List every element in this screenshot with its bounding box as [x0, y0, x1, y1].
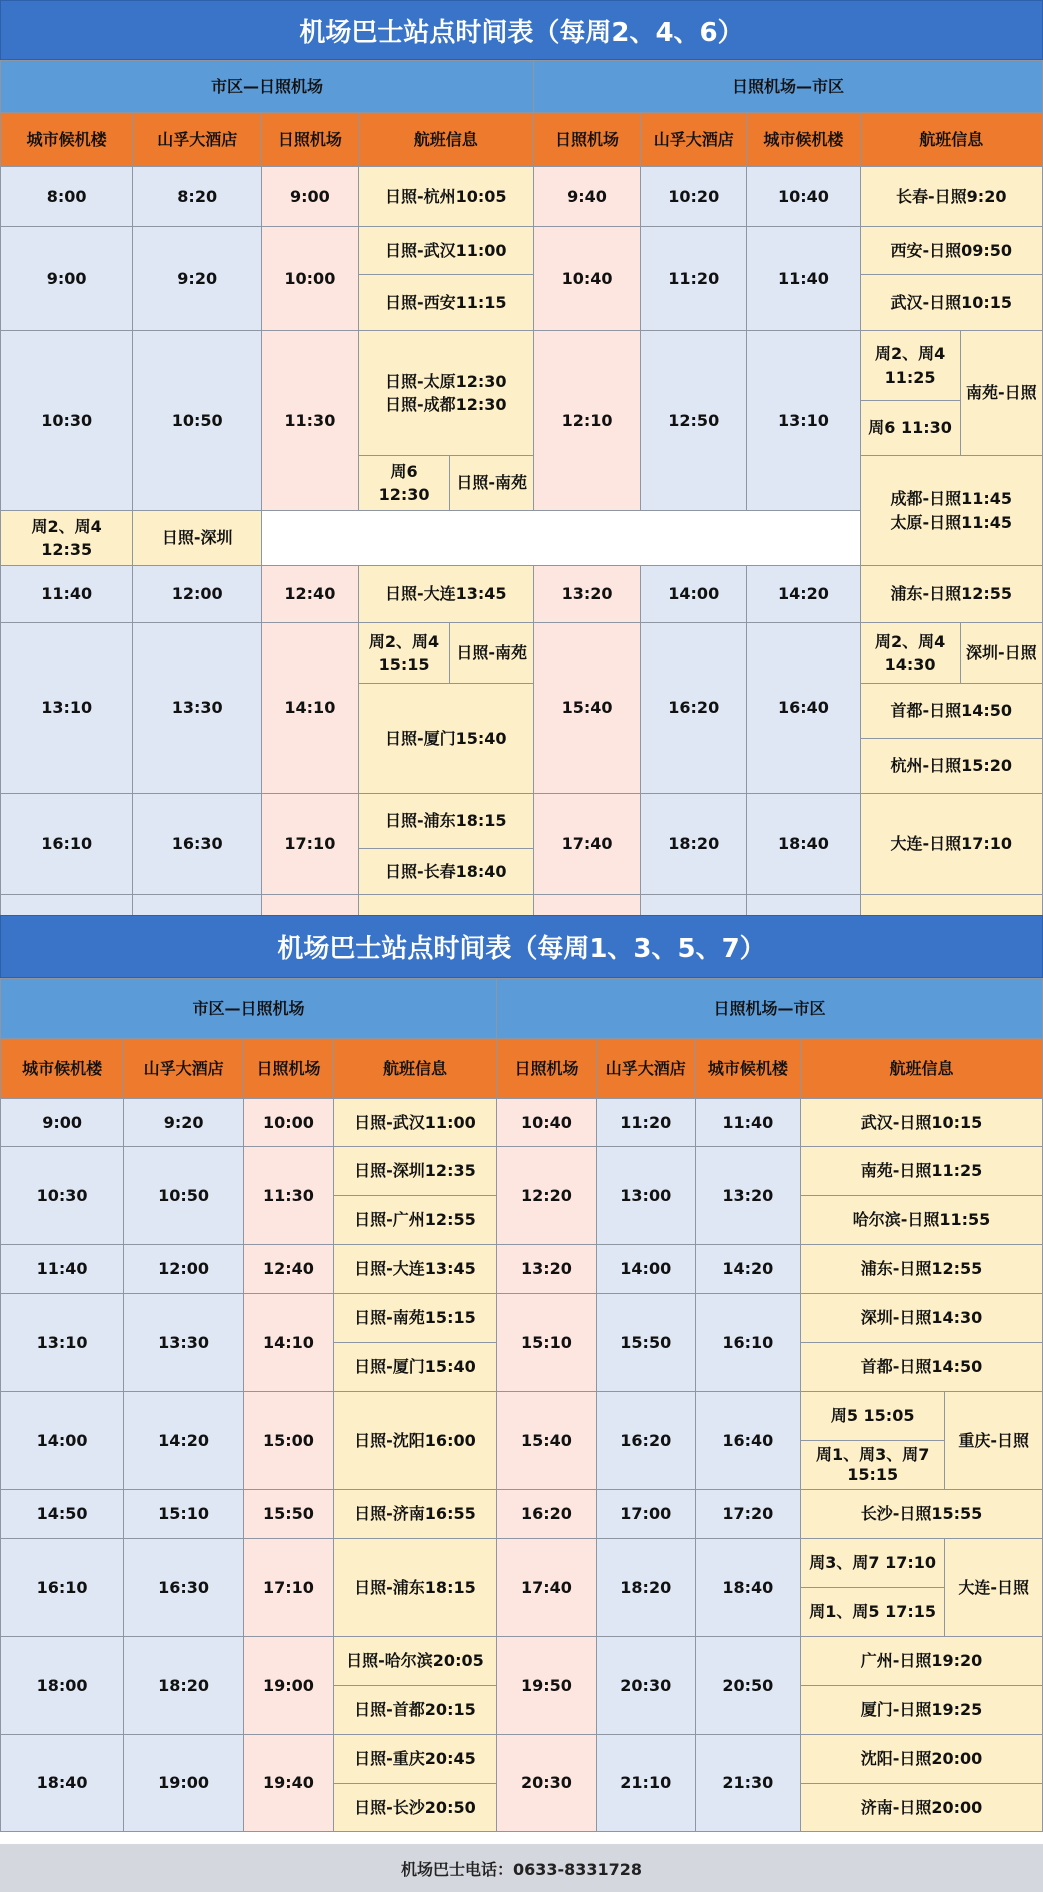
time-cell: 18:00 [1, 1637, 124, 1735]
flight-cell: 西安-日照09:50 [860, 227, 1042, 275]
flight-cell: 日照-浦东18:15 [358, 794, 533, 849]
time-cell: 16:40 [695, 1392, 800, 1490]
time-cell: 15:40 [497, 1392, 597, 1490]
flight-cell: 广州-日照19:20 [801, 1637, 1043, 1686]
time-cell: 10:20 [641, 167, 747, 227]
time-cell: 10:40 [533, 227, 640, 331]
time-cell: 13:10 [1, 1294, 124, 1392]
time-cell: 18:20 [596, 1539, 695, 1637]
column-header: 日照机场 [244, 1039, 334, 1099]
time-cell: 19:50 [497, 1637, 597, 1735]
column-header: 航班信息 [860, 113, 1042, 167]
flight-cell: 长春-日照9:20 [860, 167, 1042, 227]
time-cell: 18:40 [695, 1539, 800, 1637]
time-cell: 13:00 [596, 1147, 695, 1245]
flight-cell: 日照-哈尔滨20:05 [333, 1637, 496, 1686]
flight-cell: 南苑-日照11:25 [801, 1147, 1043, 1196]
time-cell: 9:40 [533, 167, 640, 227]
direction-header-to-city: 日照机场—市区 [533, 61, 1042, 113]
timetable-section-1 [0, 60, 1043, 954]
flight-cell: 沈阳-日照20:00 [801, 1735, 1043, 1784]
time-cell: 18:20 [641, 794, 747, 895]
flight-cell: 首都-日照14:50 [860, 684, 1042, 739]
flight-cell: 日照-南苑15:15 [333, 1294, 496, 1343]
flight-cell: 日照-西安11:15 [358, 275, 533, 331]
table-row [1, 1490, 1043, 1539]
time-cell: 14:00 [596, 1245, 695, 1294]
flight-cell: 日照-武汉11:00 [333, 1099, 496, 1147]
flight-day-cell: 周1、周3、周7 15:15 [801, 1441, 945, 1490]
column-header: 山孚大酒店 [596, 1039, 695, 1099]
time-cell: 11:40 [1, 1245, 124, 1294]
table-row [1, 623, 1043, 684]
column-header: 城市候机楼 [747, 113, 860, 167]
flight-day-cell: 周5 15:05 [801, 1392, 945, 1441]
flight-cell: 日照-沈阳16:00 [333, 1392, 496, 1490]
time-cell: 9:20 [124, 1099, 244, 1147]
time-cell: 13:10 [1, 623, 133, 794]
time-cell: 20:50 [695, 1637, 800, 1735]
time-cell: 12:10 [533, 331, 640, 511]
time-cell: 11:20 [596, 1099, 695, 1147]
column-header: 航班信息 [333, 1039, 496, 1099]
direction-header-to-airport: 市区—日照机场 [1, 979, 497, 1039]
time-cell: 10:40 [747, 167, 860, 227]
time-cell: 18:40 [747, 794, 860, 895]
time-cell: 14:20 [695, 1245, 800, 1294]
time-cell: 21:10 [596, 1735, 695, 1832]
time-cell: 11:20 [641, 227, 747, 331]
time-cell: 12:40 [262, 566, 359, 623]
time-cell: 10:40 [497, 1099, 597, 1147]
column-header: 山孚大酒店 [133, 113, 262, 167]
flight-cell: 浦东-日照12:55 [801, 1245, 1043, 1294]
time-cell: 11:30 [262, 331, 359, 511]
table-row [1, 1294, 1043, 1343]
time-cell: 16:20 [641, 623, 747, 794]
time-cell: 16:40 [747, 623, 860, 794]
time-cell: 15:40 [533, 623, 640, 794]
direction-header-to-city: 日照机场—市区 [497, 979, 1043, 1039]
flight-day-cell: 周2、周4 12:35 [1, 511, 133, 566]
flight-day-cell: 周3、周7 17:10 [801, 1539, 945, 1588]
column-header: 日照机场 [262, 113, 359, 167]
flight-cell: 日照-济南16:55 [333, 1490, 496, 1539]
flight-cell: 日照-武汉11:00 [358, 227, 533, 275]
flight-day-cell: 周6 11:30 [860, 401, 960, 456]
column-header: 航班信息 [801, 1039, 1043, 1099]
flight-cell: 哈尔滨-日照11:55 [801, 1196, 1043, 1245]
phone-footer: 机场巴士电话：0633-8331728 [0, 1844, 1043, 1892]
flight-cell: 杭州-日照15:20 [860, 739, 1042, 794]
flight-cell: 日照-首都20:15 [333, 1686, 496, 1735]
flight-cell: 日照-重庆20:45 [333, 1735, 496, 1784]
time-cell: 9:00 [262, 167, 359, 227]
flight-cell: 日照-厦门15:40 [333, 1343, 496, 1392]
time-cell: 15:10 [124, 1490, 244, 1539]
time-cell: 12:00 [124, 1245, 244, 1294]
flight-cell: 日照-长春18:40 [358, 849, 533, 895]
column-header: 城市候机楼 [695, 1039, 800, 1099]
flight-cell: 厦门-日照19:25 [801, 1686, 1043, 1735]
time-cell: 8:20 [133, 167, 262, 227]
time-cell: 16:10 [1, 794, 133, 895]
flight-route-cell: 日照-南苑 [450, 456, 533, 511]
table-row [1, 566, 1043, 623]
time-cell: 13:20 [695, 1147, 800, 1245]
flight-cell: 日照-大连13:45 [358, 566, 533, 623]
column-header: 城市候机楼 [1, 1039, 124, 1099]
time-cell: 17:10 [262, 794, 359, 895]
flight-cell: 日照-深圳12:35 [333, 1147, 496, 1196]
time-cell: 10:50 [124, 1147, 244, 1245]
flight-cell: 浦东-日照12:55 [860, 566, 1042, 623]
column-header: 日照机场 [533, 113, 640, 167]
table-row [1, 1637, 1043, 1686]
time-cell: 17:10 [244, 1539, 334, 1637]
table-row [1, 1392, 1043, 1441]
time-cell: 14:10 [244, 1294, 334, 1392]
time-cell: 11:30 [244, 1147, 334, 1245]
flight-cell: 日照-大连13:45 [333, 1245, 496, 1294]
flight-cell: 深圳-日照14:30 [801, 1294, 1043, 1343]
time-cell: 9:00 [1, 1099, 124, 1147]
time-cell: 18:40 [1, 1735, 124, 1832]
flight-day-cell: 周2、周4 14:30 [860, 623, 960, 684]
flight-route-cell: 深圳-日照 [960, 623, 1042, 684]
time-cell: 8:00 [1, 167, 133, 227]
time-cell: 9:00 [1, 227, 133, 331]
flight-route-cell: 日照-南苑 [450, 623, 533, 684]
flight-day-cell: 周1、周5 17:15 [801, 1588, 945, 1637]
time-cell: 13:20 [533, 566, 640, 623]
time-cell: 13:20 [497, 1245, 597, 1294]
flight-route-cell: 日照-深圳 [133, 511, 262, 566]
flight-cell: 日照-长沙20:50 [333, 1784, 496, 1832]
flight-route-cell: 重庆-日照 [945, 1392, 1043, 1490]
section-title: 机场巴士站点时间表（每周2、4、6） [0, 0, 1043, 60]
time-cell: 16:20 [596, 1392, 695, 1490]
flight-cell: 日照-杭州10:05 [358, 167, 533, 227]
table-row [1, 227, 1043, 275]
time-cell: 16:10 [695, 1294, 800, 1392]
time-cell: 15:50 [244, 1490, 334, 1539]
time-cell: 18:20 [124, 1637, 244, 1735]
time-cell: 11:40 [747, 227, 860, 331]
time-cell: 19:40 [244, 1735, 334, 1832]
flight-day-cell: 周2、周4 11:25 [860, 331, 960, 401]
direction-header-to-airport: 市区—日照机场 [1, 61, 534, 113]
column-header: 城市候机楼 [1, 113, 133, 167]
time-cell: 14:20 [124, 1392, 244, 1490]
flight-day-cell: 周6 12:30 [358, 456, 450, 511]
flight-day-cell: 周2、周4 15:15 [358, 623, 450, 684]
time-cell: 20:30 [497, 1735, 597, 1832]
table-row [1, 794, 1043, 849]
column-header: 日照机场 [497, 1039, 597, 1099]
time-cell: 11:40 [695, 1099, 800, 1147]
time-cell: 10:30 [1, 1147, 124, 1245]
column-header: 山孚大酒店 [641, 113, 747, 167]
time-cell: 13:30 [124, 1294, 244, 1392]
time-cell: 19:00 [244, 1637, 334, 1735]
time-cell: 12:40 [244, 1245, 334, 1294]
table-row [1, 1147, 1043, 1196]
time-cell: 13:10 [747, 331, 860, 511]
flight-cell: 长沙-日照15:55 [801, 1490, 1043, 1539]
time-cell: 17:20 [695, 1490, 800, 1539]
time-cell: 10:30 [1, 331, 133, 511]
flight-route-cell: 大连-日照 [945, 1539, 1043, 1637]
time-cell: 17:00 [596, 1490, 695, 1539]
time-cell: 12:50 [641, 331, 747, 511]
time-cell: 16:10 [1, 1539, 124, 1637]
time-cell: 16:30 [133, 794, 262, 895]
time-cell: 12:00 [133, 566, 262, 623]
timetable-section-2 [0, 978, 1043, 1832]
time-cell: 10:50 [133, 331, 262, 511]
column-header: 山孚大酒店 [124, 1039, 244, 1099]
flight-route-cell: 南苑-日照 [960, 331, 1042, 456]
time-cell: 14:20 [747, 566, 860, 623]
time-cell: 19:00 [124, 1735, 244, 1832]
time-cell: 15:00 [244, 1392, 334, 1490]
flight-cell: 首都-日照14:50 [801, 1343, 1043, 1392]
flight-cell: 日照-厦门15:40 [358, 684, 533, 794]
time-cell: 16:20 [497, 1490, 597, 1539]
flight-cell: 大连-日照17:10 [860, 794, 1042, 895]
flight-cell: 日照-浦东18:15 [333, 1539, 496, 1637]
time-cell: 20:30 [596, 1637, 695, 1735]
time-cell: 17:40 [533, 794, 640, 895]
time-cell: 11:40 [1, 566, 133, 623]
time-cell: 14:10 [262, 623, 359, 794]
time-cell: 10:00 [262, 227, 359, 331]
table-row [1, 1245, 1043, 1294]
flight-cell: 日照-太原12:30 日照-成都12:30 [358, 331, 533, 456]
flight-cell: 成都-日照11:45 太原-日照11:45 [860, 456, 1042, 566]
time-cell: 9:20 [133, 227, 262, 331]
table-row [1, 1539, 1043, 1588]
time-cell: 21:30 [695, 1735, 800, 1832]
time-cell: 16:30 [124, 1539, 244, 1637]
flight-cell: 济南-日照20:00 [801, 1784, 1043, 1832]
time-cell: 13:30 [133, 623, 262, 794]
table-row [1, 331, 1043, 401]
flight-cell: 武汉-日照10:15 [801, 1099, 1043, 1147]
time-cell: 15:50 [596, 1294, 695, 1392]
time-cell: 17:40 [497, 1539, 597, 1637]
section-title: 机场巴士站点时间表（每周1、3、5、7） [0, 915, 1043, 978]
flight-cell: 武汉-日照10:15 [860, 275, 1042, 331]
table-row [1, 1735, 1043, 1784]
time-cell: 15:10 [497, 1294, 597, 1392]
column-header: 航班信息 [358, 113, 533, 167]
time-cell: 14:00 [641, 566, 747, 623]
flight-cell: 日照-广州12:55 [333, 1196, 496, 1245]
time-cell: 14:50 [1, 1490, 124, 1539]
time-cell: 12:20 [497, 1147, 597, 1245]
table-row [1, 167, 1043, 227]
time-cell: 14:00 [1, 1392, 124, 1490]
table-row [1, 1099, 1043, 1147]
time-cell: 10:00 [244, 1099, 334, 1147]
